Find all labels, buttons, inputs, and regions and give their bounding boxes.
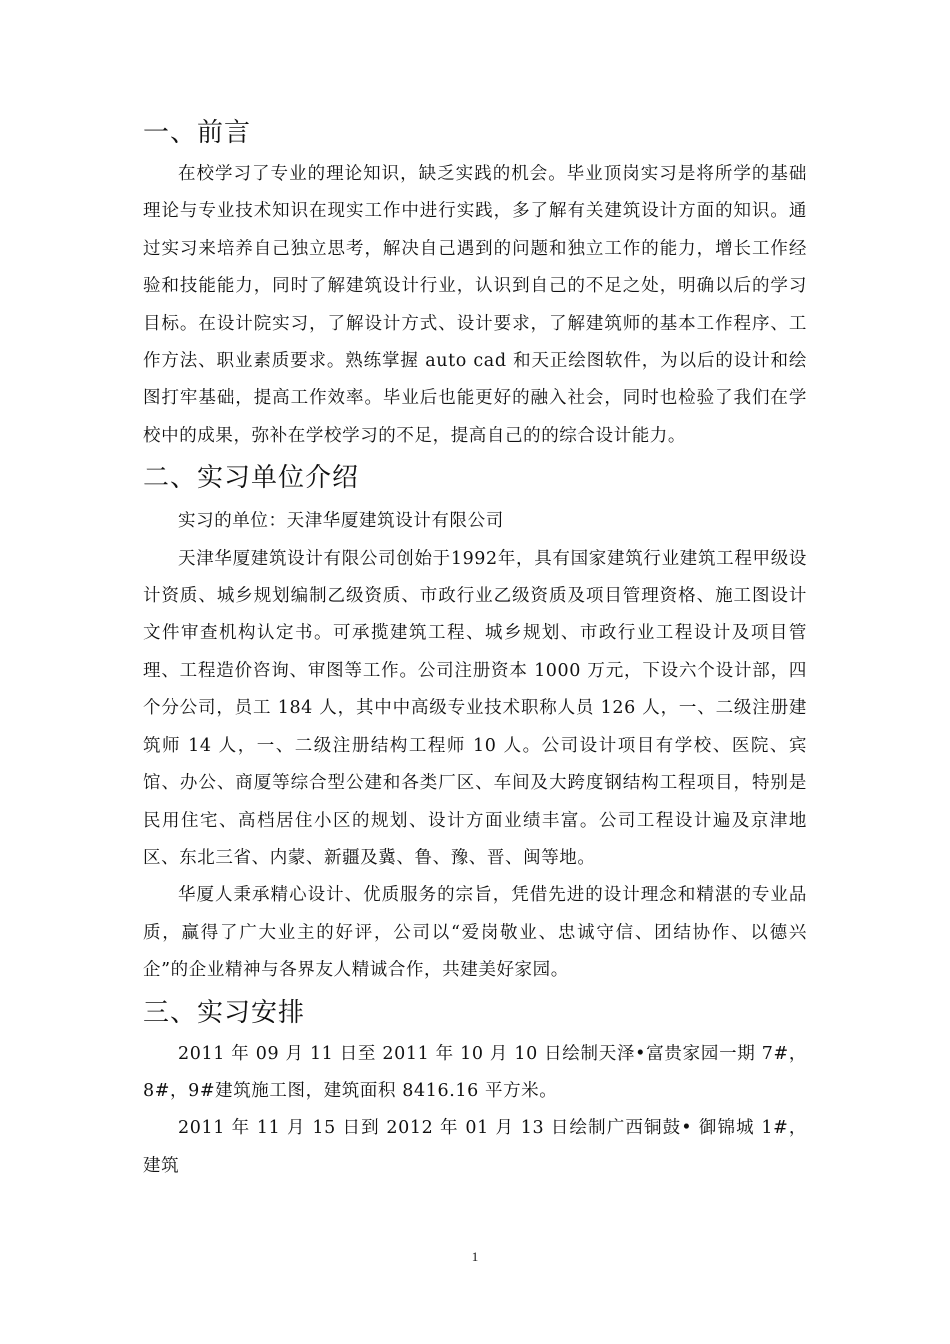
section-heading-preface: 一、前言 — [143, 118, 252, 148]
page-number: 1 — [471, 1249, 479, 1264]
preface-paragraph: 在校学习了专业的理论知识，缺乏实践的机会。毕业顶岗实习是将所学的基础理论与专业技术知识在现实工作中进行实践，多了解有关建筑设计方面的知识。通过实习来培养自己独立思考，解决自己遇到的问题和独立工作的能力，增长工作经验和技能能力，同时了解建筑设计行业，认识到自己的不足之处，明确以后的学习目标。在设计院实习，了解设计方式、设计要求，了解建筑师的基本工作程序、工作方法、职业素质要求。熟练掌握 auto cad 和天正绘图软件，为以后的设计和绘图打牢基础，提高工作效率。毕业后也能更好的融入社会，同时也检验了我们在学校中的成果，弥补在学校学习的不足，提高自己的的综合设计能力。 — [143, 164, 807, 446]
company-philosophy-paragraph: 华厦人秉承精心设计、优质服务的宗旨，凭借先进的设计理念和精湛的专业品质，赢得了广大业主的好评，公司以“爱岗敬业、忠诚守信、团结协作、以德兴企”的企业精神与各界友人精诚合作，共建美好家园。 — [143, 885, 807, 981]
section-heading-company-intro: 二、实习单位介绍 — [143, 463, 360, 494]
schedule-paragraph-2: 2011 年 11 月 15 日到 2012 年 01 月 13 日绘制广西铜鼓• 御锦城 1#，建筑 — [143, 1118, 807, 1176]
section-heading-schedule: 三、实习安排 — [143, 997, 306, 1028]
company-description-paragraph: 天津华厦建筑设计有限公司创始于1992年，具有国家建筑行业建筑工程甲级设计资质、城乡规划编制乙级资质、市政行业乙级资质及项目管理资格、施工图设计文件审查机构认定书。可承揽建筑工程、城乡规划、市政行业工程设计及项目管理、工程造价咨询、审图等工作。公司注册资本 1000 万元，下设六个设计部，四个分公司，员工 184 人，其中中高级专业技术职称人员 126 人，一、二级注册建筑师 14 人，一、二级注册结构工程师 10 人。公司设计项目有学校、医院、宾馆、办公、商厦等综合型公建和各类厂区、车间及大跨度钢结构工程项目，特别是民用住宅、高档居住小区的规划、设计方面业绩丰富。公司工程设计遍及京津地区、东北三省、内蒙、新疆及冀、鲁、豫、晋、闽等地。 — [143, 548, 807, 868]
internship-unit-line: 实习的单位：天津华厦建筑设计有限公司 — [178, 511, 504, 532]
schedule-paragraph-1: 2011 年 09 月 11 日至 2011 年 10 月 10 日绘制天泽•富贵家园一期 7#，8#，9#建筑施工图，建筑面积 8416.16 平方米。 — [143, 1043, 807, 1101]
document-body — [143, 110, 807, 1185]
